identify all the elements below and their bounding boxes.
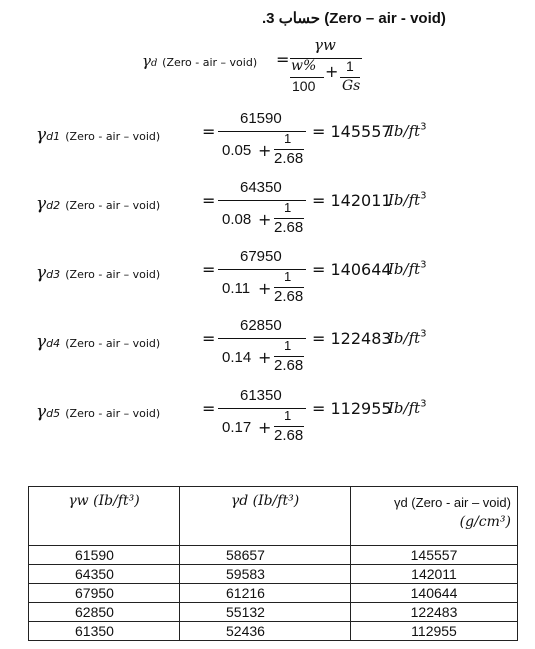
cell-gamma-zav: 112955 [351, 622, 518, 641]
general-lhs: γd (Zero - air – void) [142, 52, 258, 70]
result: = 112955 [312, 399, 392, 418]
table-row [29, 622, 518, 641]
main-fraction-line [218, 269, 306, 270]
w-value: 0.14 [222, 349, 252, 366]
w-value: 0.17 [222, 419, 252, 436]
numerator: 61590 [240, 110, 282, 127]
general-equals: = [276, 50, 290, 69]
numerator: 64350 [240, 179, 282, 196]
one: 1 [284, 408, 292, 423]
gs-value: 2.68 [274, 150, 304, 167]
main-fraction-line [218, 200, 306, 201]
cell-gamma-zav: 145557 [351, 546, 518, 565]
general-numerator: γw [314, 36, 336, 54]
w-value: 0.11 [222, 280, 251, 297]
equation-lhs: γd2 (Zero - air – void) [36, 194, 161, 214]
one: 1 [284, 269, 292, 284]
gs-value: 2.68 [274, 219, 304, 236]
table-row [29, 584, 518, 603]
equals-sign: = [202, 399, 216, 418]
equation-lhs: γd4 (Zero - air – void) [36, 332, 161, 352]
general-term1-num: w% [291, 58, 317, 74]
one: 1 [284, 338, 292, 353]
header-zav-unit: (g/cm³) [459, 514, 511, 530]
main-fraction-line [218, 131, 306, 132]
main-fraction-line [218, 408, 306, 409]
general-term1-den: 100 [292, 78, 316, 94]
cell-gamma-d: 52436 [180, 622, 351, 641]
cell-gamma-d: 58657 [180, 546, 351, 565]
header-gamma-d: γd (Ib/ft³) [180, 487, 351, 546]
numerator: 67950 [240, 248, 282, 265]
result: = 145557 [312, 122, 392, 141]
equals-sign: = [202, 122, 216, 141]
table-row [29, 565, 518, 584]
header-gamma-w: γw (Ib/ft³) [29, 487, 180, 546]
cell-gamma-zav: 142011 [351, 565, 518, 584]
cell-gamma-d: 55132 [180, 603, 351, 622]
table-row [29, 546, 518, 565]
numerator: 61350 [240, 387, 282, 404]
plus-sign: + [258, 279, 272, 298]
cell-gamma-w: 61350 [29, 622, 180, 641]
one: 1 [284, 131, 292, 146]
unit: $Ib/ft^3$ [388, 121, 427, 140]
cell-gamma-zav: 140644 [351, 584, 518, 603]
w-value: 0.05 [222, 142, 252, 159]
table-header-row [29, 487, 518, 546]
cell-gamma-zav: 122483 [351, 603, 518, 622]
main-fraction-line [218, 338, 306, 339]
equation-lhs: γd3 (Zero - air – void) [36, 263, 161, 283]
cell-gamma-w: 62850 [29, 603, 180, 622]
cell-gamma-w: 64350 [29, 565, 180, 584]
plus-sign: + [258, 141, 272, 160]
results-table [28, 486, 518, 641]
equation-lhs: γd5 (Zero - air – void) [36, 402, 161, 422]
gs-value: 2.68 [274, 357, 304, 374]
plus-sign: + [258, 348, 272, 367]
plus-sign: + [258, 418, 272, 437]
one: 1 [284, 200, 292, 215]
unit: $Ib/ft^3$ [388, 259, 427, 278]
general-plus: + [325, 62, 339, 81]
section-heading: .3 حساب (Zero – air - void) [262, 10, 446, 27]
header-gamma-d-zav [351, 487, 518, 546]
general-term2-num: 1 [346, 58, 354, 74]
general-term2-den: Gs [342, 78, 361, 94]
result: = 140644 [312, 260, 392, 279]
unit: $Ib/ft^3$ [388, 398, 427, 417]
result: = 122483 [312, 329, 392, 348]
gs-value: 2.68 [274, 288, 304, 305]
header-zav-label: γd (Zero - air – void) [393, 495, 511, 510]
numerator: 62850 [240, 317, 282, 334]
plus-sign: + [258, 210, 272, 229]
equals-sign: = [202, 260, 216, 279]
table-row [29, 603, 518, 622]
gs-value: 2.68 [274, 427, 304, 444]
cell-gamma-w: 61590 [29, 546, 180, 565]
equals-sign: = [202, 191, 216, 210]
result: = 142011 [312, 191, 392, 210]
equals-sign: = [202, 329, 216, 348]
unit: $Ib/ft^3$ [388, 328, 427, 347]
equation-lhs: γd1 (Zero - air – void) [36, 125, 161, 145]
w-value: 0.08 [222, 211, 252, 228]
cell-gamma-d: 59583 [180, 565, 351, 584]
cell-gamma-d: 61216 [180, 584, 351, 603]
unit: $Ib/ft^3$ [388, 190, 427, 209]
cell-gamma-w: 67950 [29, 584, 180, 603]
